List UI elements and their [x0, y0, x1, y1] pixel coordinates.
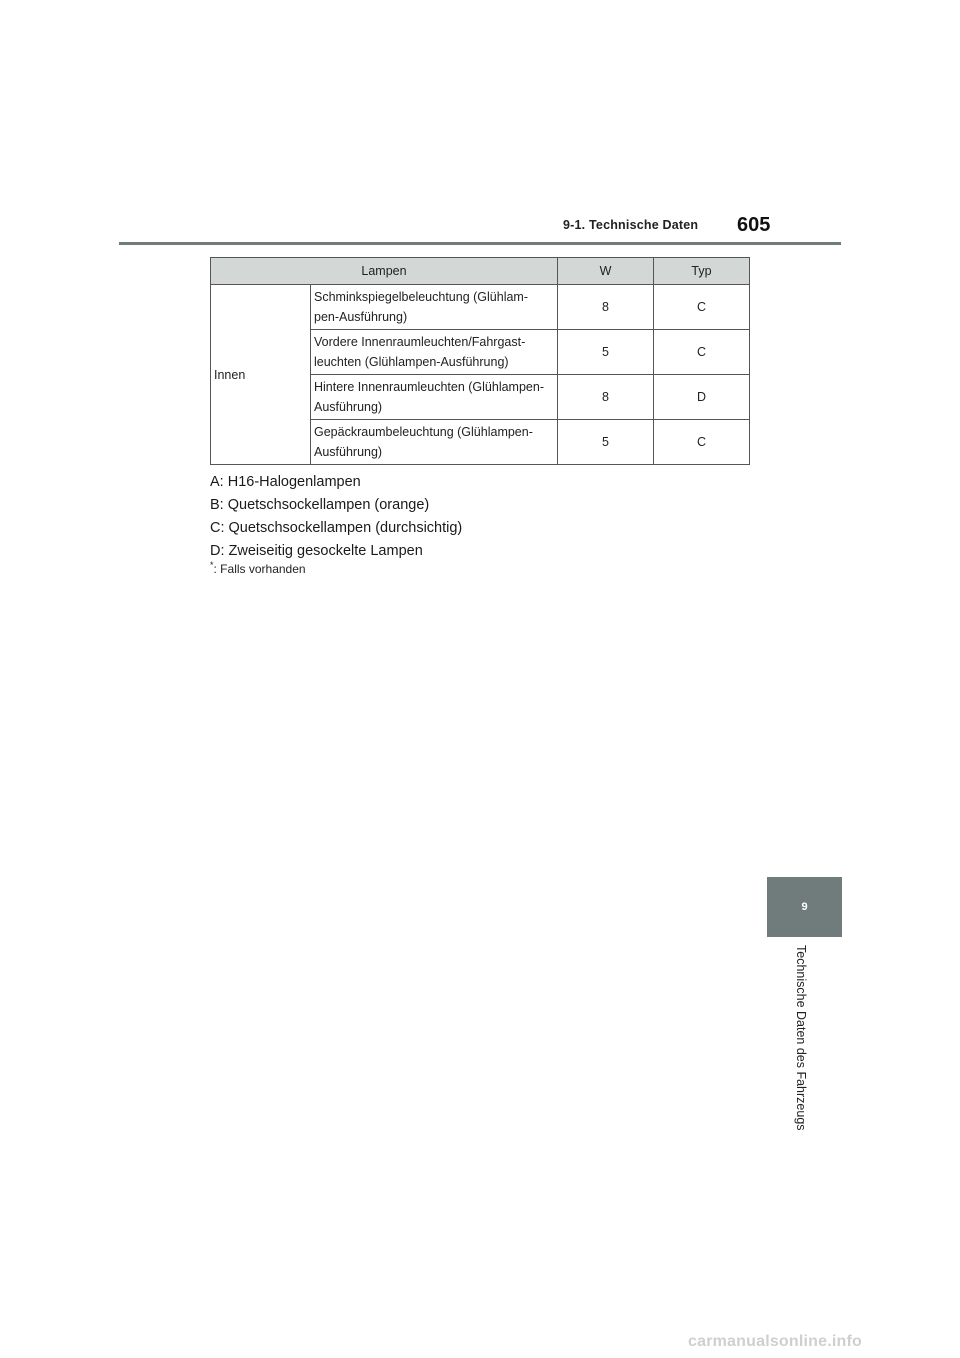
- group-cell-innen: Innen: [211, 285, 311, 465]
- column-header-typ: Typ: [654, 258, 750, 285]
- footnote-marker: *: [210, 560, 214, 570]
- lamp-name-line: pen-Ausführung): [314, 310, 408, 324]
- table-header-row: [211, 258, 750, 285]
- lamp-name-line: Vordere Innenraumleuchten/Fahrgast-: [314, 335, 526, 349]
- legend-item-a: A: H16-Halogenlampen: [210, 474, 361, 490]
- lamp-spec-table: [210, 257, 750, 465]
- footnote: [210, 560, 306, 576]
- lamp-name-cell: [311, 285, 558, 330]
- wattage-cell: 8: [558, 375, 654, 420]
- lamp-name-line: Schminkspiegelbeleuchtung (Glühlam-: [314, 290, 529, 304]
- header-divider: [119, 242, 841, 245]
- column-header-lampen: Lampen: [211, 258, 558, 285]
- watermark: carmanualsonline.info: [688, 1333, 863, 1350]
- lamp-name-cell: [311, 330, 558, 375]
- chapter-tab: [767, 877, 842, 937]
- type-cell: C: [654, 330, 750, 375]
- table-row: [211, 285, 750, 330]
- column-header-w: W: [558, 258, 654, 285]
- page-number: 605: [737, 214, 771, 236]
- legend-item-c: C: Quetschsockellampen (durchsichtig): [210, 520, 463, 536]
- chapter-title: Technische Daten des Fahrzeugs: [794, 945, 808, 1131]
- chapter-number: 9: [801, 901, 808, 913]
- lamp-type-legend: [210, 471, 462, 563]
- wattage-cell: 5: [558, 330, 654, 375]
- lamp-name-line: Gepäckraumbeleuchtung (Glühlampen-: [314, 425, 533, 439]
- wattage-cell: 5: [558, 420, 654, 465]
- footnote-text: : Falls vorhanden: [213, 562, 306, 576]
- lamp-name-line: leuchten (Glühlampen-Ausführung): [314, 355, 509, 369]
- lamp-name-cell: [311, 420, 558, 465]
- lamp-name-line: Ausführung): [314, 400, 383, 414]
- legend-item-d: D: Zweiseitig gesockelte Lampen: [210, 543, 423, 559]
- wattage-cell: 8: [558, 285, 654, 330]
- section-title: 9-1. Technische Daten: [563, 218, 699, 232]
- type-cell: C: [654, 420, 750, 465]
- lamp-name-line: Hintere Innenraumleuchten (Glühlampen-: [314, 380, 544, 394]
- type-cell: D: [654, 375, 750, 420]
- lamp-name-cell: [311, 375, 558, 420]
- lamp-name-line: Ausführung): [314, 445, 383, 459]
- type-cell: C: [654, 285, 750, 330]
- legend-item-b: B: Quetschsockellampen (orange): [210, 497, 430, 513]
